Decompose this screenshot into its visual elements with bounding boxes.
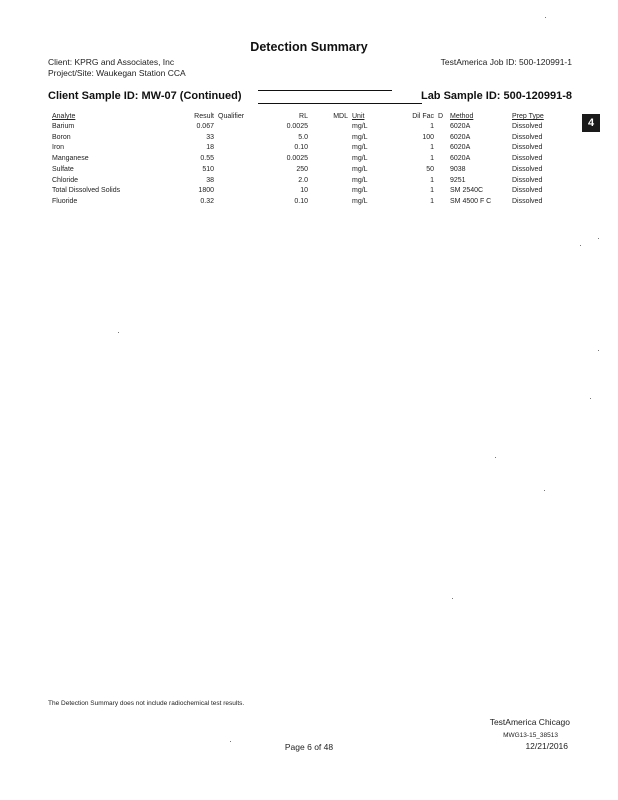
rl-cell: 2.0: [298, 176, 308, 184]
sample-id-rule-top: [258, 90, 392, 91]
rl-cell: 10: [300, 187, 308, 195]
dil-fac-cell: 1: [430, 187, 434, 195]
mdl-cell: [310, 186, 350, 197]
project-site: Project/Site: Waukegan Station CCA: [48, 68, 186, 78]
table-row: [50, 143, 572, 154]
method-cell: 9251: [450, 176, 466, 184]
prep-type-cell: Dissolved: [512, 176, 543, 184]
table-row: [50, 197, 572, 208]
col-mdl: MDL: [333, 113, 348, 120]
analyte-cell: Iron: [52, 144, 65, 152]
dil-fac-cell: 50: [426, 165, 434, 173]
qualifier-cell: [216, 186, 258, 197]
result-cell: 38: [206, 176, 214, 184]
method-cell: 6020A: [450, 155, 471, 163]
scan-speck: [452, 598, 453, 599]
col-prep-type: Prep Type: [512, 113, 544, 120]
d-cell: [436, 143, 448, 154]
detection-table: [50, 112, 572, 208]
unit-cell: mg/L: [352, 165, 368, 173]
d-cell: [436, 176, 448, 187]
method-cell: SM 4500 F C: [450, 197, 492, 205]
section-tab-number: 4: [582, 114, 600, 132]
analyte-cell: Total Dissolved Solids: [52, 187, 121, 195]
scan-speck: [598, 350, 599, 351]
mdl-cell: [310, 122, 350, 133]
scan-speck: [230, 741, 231, 742]
analyte-cell: Manganese: [52, 155, 89, 163]
qualifier-cell: [216, 197, 258, 208]
mdl-cell: [310, 154, 350, 165]
table-row: [50, 165, 572, 176]
prep-type-cell: Dissolved: [512, 123, 543, 130]
qualifier-cell: [216, 122, 258, 133]
scan-speck: [118, 332, 119, 333]
method-cell: SM 2540C: [450, 187, 484, 195]
qualifier-cell: [216, 143, 258, 154]
analyte-cell: Barium: [52, 123, 75, 130]
result-cell: 0.067: [196, 123, 214, 130]
table-row: [50, 176, 572, 187]
page-number: Page 6 of 48: [284, 742, 334, 752]
mdl-cell: [310, 133, 350, 144]
col-d: D: [438, 113, 444, 120]
analyte-cell: Chloride: [52, 176, 79, 184]
d-cell: [436, 154, 448, 165]
scan-speck: [545, 17, 546, 18]
rl-cell: 0.10: [294, 144, 308, 152]
document-id: MWG13-15_38513: [503, 732, 558, 739]
analyte-cell: Boron: [52, 133, 71, 141]
job-id: TestAmerica Job ID: 500-120991-1: [440, 57, 572, 67]
col-unit: Unit: [352, 113, 365, 120]
mdl-cell: [310, 176, 350, 187]
result-cell: 0.32: [200, 197, 214, 205]
scan-speck: [544, 490, 545, 491]
prep-type-cell: Dissolved: [512, 155, 543, 163]
analyte-cell: Sulfate: [52, 165, 74, 173]
d-cell: [436, 122, 448, 133]
scan-speck: [495, 457, 496, 458]
table-row: [50, 133, 572, 144]
mdl-cell: [310, 143, 350, 154]
dil-fac-cell: 1: [430, 155, 434, 163]
rl-cell: 0.0025: [286, 155, 308, 163]
col-result: Result: [194, 113, 214, 120]
qualifier-cell: [216, 165, 258, 176]
col-qualifier: Qualifier: [218, 113, 245, 120]
qualifier-cell: [216, 154, 258, 165]
page-title: Detection Summary: [250, 40, 368, 54]
unit-cell: mg/L: [352, 133, 368, 141]
col-method: Method: [450, 113, 474, 120]
prep-type-cell: Dissolved: [512, 133, 543, 141]
result-cell: 510: [202, 165, 214, 173]
unit-cell: mg/L: [352, 144, 368, 152]
col-dil-fac: Dil Fac: [412, 113, 434, 120]
unit-cell: mg/L: [352, 176, 368, 184]
dil-fac-cell: 100: [422, 133, 434, 141]
unit-cell: mg/L: [352, 197, 368, 205]
d-cell: [436, 165, 448, 176]
rl-cell: 0.10: [294, 197, 308, 205]
unit-cell: mg/L: [352, 155, 368, 163]
qualifier-cell: [216, 176, 258, 187]
result-cell: 1800: [198, 187, 214, 195]
sample-id-rule: [258, 103, 422, 104]
footer-lab-name: TestAmerica Chicago: [489, 717, 570, 727]
unit-cell: mg/L: [352, 123, 368, 130]
method-cell: 6020A: [450, 123, 471, 130]
dil-fac-cell: 1: [430, 176, 434, 184]
analyte-cell: Fluoride: [52, 197, 78, 205]
table-row: [50, 154, 572, 165]
mdl-cell: [310, 165, 350, 176]
result-cell: 18: [206, 144, 214, 152]
rl-cell: 250: [296, 165, 308, 173]
report-date: 12/21/2016: [525, 741, 568, 751]
footer-note: The Detection Summary does not include radiochemical test results.: [48, 700, 245, 707]
result-cell: 33: [206, 133, 214, 141]
dil-fac-cell: 1: [430, 144, 434, 152]
prep-type-cell: Dissolved: [512, 144, 543, 152]
scan-speck: [590, 398, 591, 399]
prep-type-cell: Dissolved: [512, 165, 543, 173]
rl-cell: 0.0025: [286, 123, 308, 130]
prep-type-cell: Dissolved: [512, 187, 543, 195]
table-header-row: [50, 112, 572, 122]
qualifier-cell: [216, 133, 258, 144]
method-cell: 6020A: [450, 133, 471, 141]
table-row: [50, 186, 572, 197]
result-cell: 0.55: [200, 155, 214, 163]
dil-fac-cell: 1: [430, 197, 434, 205]
prep-type-cell: Dissolved: [512, 197, 543, 205]
scan-speck: [598, 238, 599, 239]
col-analyte: Analyte: [52, 113, 76, 120]
dil-fac-cell: 1: [430, 123, 434, 130]
client-name: Client: KPRG and Associates, Inc: [48, 57, 175, 67]
d-cell: [436, 186, 448, 197]
mdl-cell: [310, 197, 350, 208]
client-sample-id: Client Sample ID: MW-07 (Continued): [48, 90, 242, 102]
d-cell: [436, 133, 448, 144]
table-row: [50, 122, 572, 133]
method-cell: 6020A: [450, 144, 471, 152]
col-rl: RL: [299, 113, 308, 120]
lab-sample-id: Lab Sample ID: 500-120991-8: [420, 90, 572, 102]
rl-cell: 5.0: [298, 133, 308, 141]
method-cell: 9038: [450, 165, 466, 173]
scan-speck: [580, 245, 581, 246]
unit-cell: mg/L: [352, 187, 368, 195]
d-cell: [436, 197, 448, 208]
